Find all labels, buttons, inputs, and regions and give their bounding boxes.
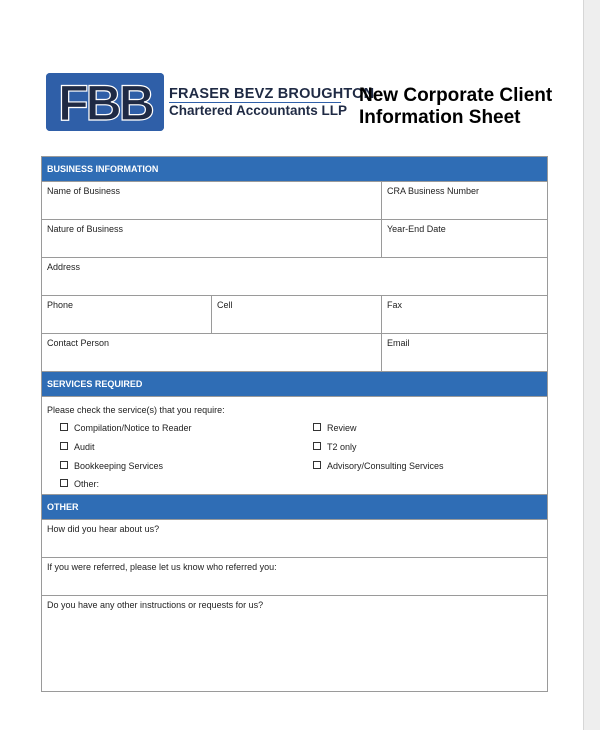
fbb-logo [46, 73, 164, 131]
client-info-form [41, 156, 548, 692]
logo-letters: FBB [58, 75, 152, 131]
nature-of-business-field[interactable] [42, 220, 381, 257]
how-did-you-hear-field[interactable] [42, 520, 547, 557]
checkbox-icon [60, 442, 68, 450]
phone-field[interactable] [42, 296, 211, 333]
form-row [42, 258, 547, 296]
other-checkbox[interactable] [60, 479, 99, 489]
name-of-business-field[interactable] [42, 182, 381, 219]
cell-label: Cell [217, 300, 233, 310]
business-info-header: BUSINESS INFORMATION [42, 157, 547, 182]
checkbox-icon [313, 461, 321, 469]
t2-checkbox[interactable] [313, 442, 357, 452]
bookkeeping-checkbox[interactable] [60, 461, 163, 471]
year-end-date-label: Year-End Date [387, 224, 446, 234]
firm-name: FRASER BEVZ BROUGHTON [169, 86, 375, 102]
form-row [42, 558, 547, 596]
services-intro: Please check the service(s) that you require: [47, 405, 225, 415]
fax-label: Fax [387, 300, 403, 310]
address-label: Address [47, 262, 81, 272]
contact-person-field[interactable] [42, 334, 381, 371]
advisory-label: Advisory/Consulting Services [327, 461, 444, 471]
document-title [359, 85, 552, 129]
form-row [42, 182, 547, 220]
audit-label: Audit [74, 442, 95, 452]
email-label: Email [387, 338, 410, 348]
cra-business-number-label: CRA Business Number [387, 186, 480, 196]
other-label: Other: [74, 479, 100, 489]
audit-checkbox[interactable] [60, 442, 95, 452]
cra-business-number-field[interactable] [381, 182, 547, 219]
title-line-2: Information Sheet [359, 107, 521, 128]
firm-subtitle: Chartered Accountants LLP [169, 103, 348, 118]
review-checkbox[interactable] [313, 423, 357, 433]
other-header: OTHER [42, 495, 547, 520]
form-row [42, 334, 547, 372]
referred-by-field[interactable] [42, 558, 547, 595]
address-field[interactable] [42, 258, 547, 295]
checkbox-icon [60, 461, 68, 469]
form-row [42, 220, 547, 258]
form-row [42, 520, 547, 558]
t2-label: T2 only [327, 442, 357, 452]
checkbox-icon [313, 442, 321, 450]
form-row [42, 596, 547, 691]
title-line-1: New Corporate Client [359, 85, 553, 106]
how-did-you-hear-label: How did you hear about us? [47, 524, 160, 534]
referred-by-label: If you were referred, please let us know who referred you: [47, 562, 277, 572]
checkbox-icon [60, 423, 68, 431]
fax-field[interactable] [381, 296, 547, 333]
checkbox-icon [313, 423, 321, 431]
services-required-header: SERVICES REQUIRED [42, 372, 547, 397]
review-label: Review [327, 423, 357, 433]
year-end-date-field[interactable] [381, 220, 547, 257]
viewer-background [584, 0, 600, 730]
form-row [42, 296, 547, 334]
cell-field[interactable] [211, 296, 381, 333]
advisory-checkbox[interactable] [313, 461, 444, 471]
other-instructions-field[interactable] [42, 596, 547, 691]
email-field[interactable] [381, 334, 547, 371]
nature-of-business-label: Nature of Business [47, 224, 124, 234]
other-instructions-label: Do you have any other instructions or requests for us? [47, 600, 264, 610]
name-of-business-label: Name of Business [47, 186, 121, 196]
compilation-label: Compilation/Notice to Reader [74, 423, 192, 433]
phone-label: Phone [47, 300, 74, 310]
bookkeeping-label: Bookkeeping Services [74, 461, 164, 471]
compilation-checkbox[interactable] [60, 423, 192, 433]
checkbox-icon [60, 479, 68, 487]
services-checklist [42, 397, 547, 495]
contact-person-label: Contact Person [47, 338, 110, 348]
